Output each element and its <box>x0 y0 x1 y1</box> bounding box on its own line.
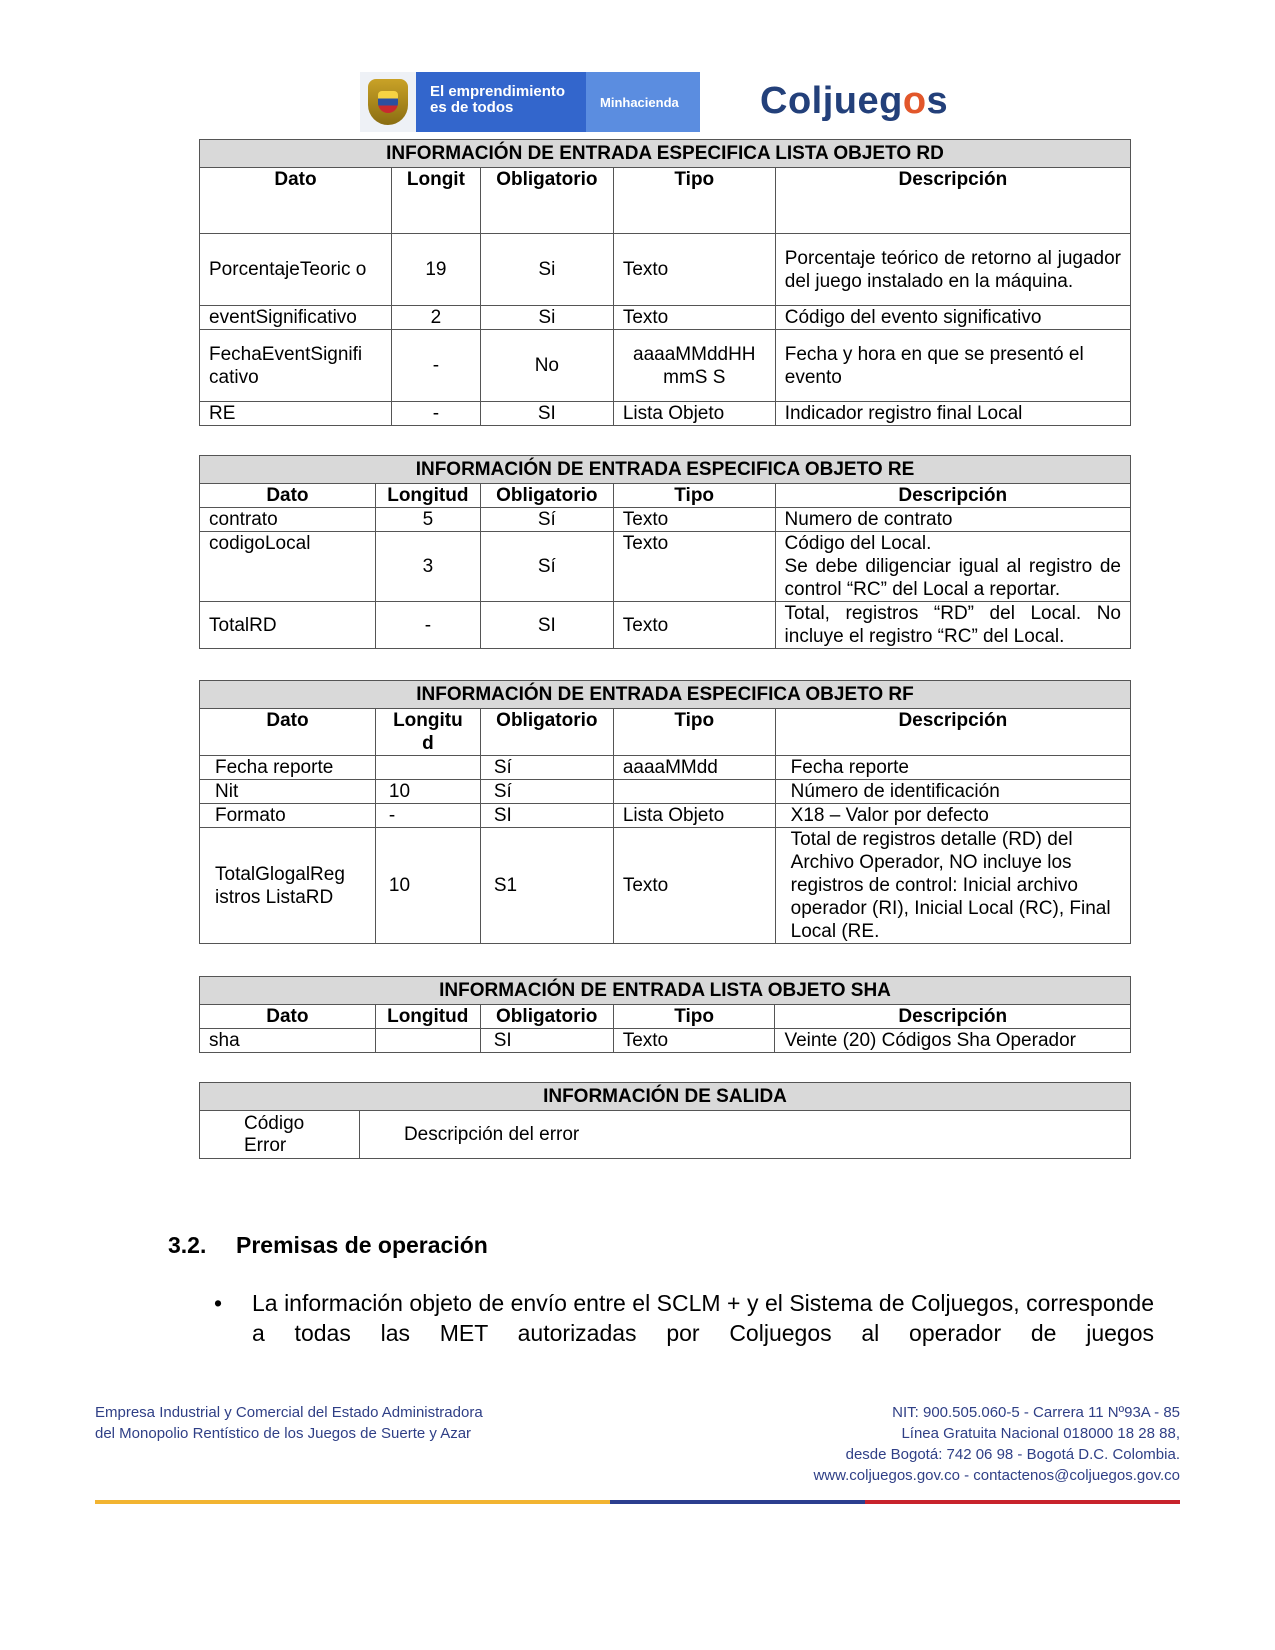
bullet-item <box>214 1288 1154 1348</box>
footer-line: www.coljuegos.gov.co - contactenos@coljuegos.gov.co <box>813 1467 1180 1484</box>
footer-line: Empresa Industrial y Comercial del Estado Administradora <box>95 1404 483 1421</box>
cell-descripcion: Veinte (20) Códigos Sha Operador <box>775 1029 1131 1053</box>
column-header: Longit <box>391 168 480 234</box>
cell-obligatorio: SI <box>480 804 613 828</box>
cell-descripcion <box>775 532 1130 602</box>
table-row <box>200 828 1131 944</box>
slogan-line-2: es de todos <box>430 99 514 116</box>
table-row <box>200 234 1131 306</box>
table-row <box>200 402 1131 426</box>
cell-tipo: Texto <box>613 1029 775 1053</box>
brand-accent: o <box>902 80 927 122</box>
table-row <box>200 330 1131 402</box>
description-line: Código del Local. <box>784 533 932 554</box>
footer-color-bar <box>95 1500 1180 1504</box>
column-header: Tipo <box>613 484 775 508</box>
cell-tipo: aaaaMMdd <box>613 756 775 780</box>
cell-longitud: - <box>375 804 480 828</box>
cell-descripcion: Fecha reporte <box>775 756 1130 780</box>
table-re <box>199 455 1131 649</box>
cell-tipo: Texto <box>613 602 775 649</box>
footer-line: NIT: 900.505.060-5 - Carrera 11 Nº93A - 85 <box>892 1404 1180 1421</box>
column-header: Dato <box>200 484 376 508</box>
table-rd <box>199 139 1131 426</box>
cell-dato: Fecha reporte <box>200 756 376 780</box>
cell-obligatorio: Si <box>480 234 613 306</box>
column-header: Longitu d <box>375 709 480 756</box>
column-header: Obligatorio <box>480 709 613 756</box>
section-title: Premisas de operación <box>236 1232 488 1258</box>
column-header: Descripción <box>775 709 1130 756</box>
brand-end: s <box>926 80 949 122</box>
cell-descripcion-error: Descripción del error <box>359 1111 1130 1159</box>
table-title: INFORMACIÓN DE ENTRADA ESPECIFICA LISTA OBJETO RD <box>200 140 1131 168</box>
bar-segment-red <box>865 1500 1180 1504</box>
cell-descripcion: Número de identificación <box>775 780 1130 804</box>
cell-descripcion: Numero de contrato <box>775 508 1130 532</box>
cell-tipo: Texto <box>613 828 775 944</box>
column-header: Descripción <box>775 484 1130 508</box>
cell-tipo: Lista Objeto <box>613 804 775 828</box>
table-rf <box>199 680 1131 944</box>
cell-descripcion: Total, registros “RD” del Local. No incluye el registro “RC” del Local. <box>775 602 1130 649</box>
column-header: Dato <box>200 1005 376 1029</box>
cell-dato: Formato <box>200 804 376 828</box>
cell-tipo: Texto <box>613 508 775 532</box>
cell-tipo: Texto <box>613 532 775 602</box>
cell-dato: PorcentajeTeoric o <box>200 234 392 306</box>
cell-descripcion: Total de registros detalle (RD) del Archivo Operador, NO incluye los registros de control: Inicial archivo operador (RI), Inicial Local (RC), Final Local (RE. <box>775 828 1130 944</box>
cell-longitud: 10 <box>375 780 480 804</box>
page-header <box>360 72 960 132</box>
cell-longitud: 2 <box>391 306 480 330</box>
table-row <box>200 508 1131 532</box>
section-number: 3.2. <box>168 1232 207 1258</box>
cell-longitud: - <box>391 402 480 426</box>
cell-dato: codigoLocal <box>200 532 376 602</box>
cell-tipo: Texto <box>613 306 775 330</box>
column-header: Obligatorio <box>480 484 613 508</box>
slogan <box>416 72 586 132</box>
table-title: INFORMACIÓN DE ENTRADA ESPECIFICA OBJETO RE <box>200 456 1131 484</box>
column-header: Obligatorio <box>480 1005 613 1029</box>
column-header: Tipo <box>613 709 775 756</box>
bar-segment-blue <box>610 1500 865 1504</box>
cell-obligatorio: SI <box>480 1029 613 1053</box>
ministry-label: Minhacienda <box>586 72 700 132</box>
bar-segment-yellow <box>95 1500 610 1504</box>
cell-dato: FechaEventSignifi cativo <box>200 330 392 402</box>
column-header: Longitud <box>375 484 480 508</box>
cell-obligatorio: Sí <box>480 508 613 532</box>
brand-text: Coljueg <box>760 80 903 122</box>
cell-longitud: 10 <box>375 828 480 944</box>
cell-obligatorio: SI <box>480 602 613 649</box>
cell-tipo: Texto <box>613 234 775 306</box>
cell-longitud <box>375 1029 480 1053</box>
cell-descripcion: Porcentaje teórico de retorno al jugador del juego instalado en la máquina. <box>775 234 1130 306</box>
table-row <box>200 306 1131 330</box>
cell-codigo-error: Código Error <box>200 1111 360 1159</box>
table-row <box>200 780 1131 804</box>
cell-obligatorio: No <box>480 330 613 402</box>
table-row <box>200 1111 1131 1159</box>
table-salida <box>199 1082 1131 1159</box>
cell-longitud: - <box>375 602 480 649</box>
bullet-text: La información objeto de envío entre el SCLM + y el Sistema de Coljuegos, corresponde a todas las MET autorizadas por Coljuegos al operador de juegos <box>252 1290 1154 1346</box>
table-row <box>200 602 1131 649</box>
cell-dato: eventSignificativo <box>200 306 392 330</box>
table-row <box>200 756 1131 780</box>
slogan-line-1: El emprendimiento <box>430 83 566 100</box>
column-header: Tipo <box>613 1005 775 1029</box>
cell-descripcion: X18 – Valor por defecto <box>775 804 1130 828</box>
column-header: Tipo <box>613 168 775 234</box>
column-header: Descripción <box>775 1005 1131 1029</box>
bullet-icon: • <box>214 1290 223 1316</box>
cell-descripcion: Código del evento significativo <box>775 306 1130 330</box>
cell-obligatorio: Si <box>480 306 613 330</box>
cell-descripcion: Fecha y hora en que se presentó el evento <box>775 330 1130 402</box>
description-line: Se debe diligenciar igual al registro de control “RC” del Local a reportar. <box>784 556 1121 600</box>
cell-obligatorio: Sí <box>480 780 613 804</box>
coat-of-arms-icon <box>360 72 416 132</box>
government-badge <box>360 72 700 132</box>
section-heading <box>168 1232 488 1259</box>
cell-obligatorio: Sí <box>480 756 613 780</box>
cell-tipo <box>613 780 775 804</box>
cell-dato: TotalGlogalReg istros ListaRD <box>200 828 376 944</box>
coljuegos-logo <box>760 80 948 123</box>
cell-longitud: 5 <box>375 508 480 532</box>
cell-longitud <box>375 756 480 780</box>
cell-longitud: 3 <box>375 532 480 602</box>
footer-line: desde Bogotá: 742 06 98 - Bogotá D.C. Colombia. <box>845 1446 1180 1463</box>
footer-line: Línea Gratuita Nacional 018000 18 28 88, <box>901 1425 1180 1442</box>
table-sha <box>199 976 1131 1053</box>
cell-tipo: Lista Objeto <box>613 402 775 426</box>
column-header: Dato <box>200 709 376 756</box>
table-row <box>200 1029 1131 1053</box>
cell-dato: Nit <box>200 780 376 804</box>
table-title: INFORMACIÓN DE ENTRADA LISTA OBJETO SHA <box>200 977 1131 1005</box>
cell-obligatorio: S1 <box>480 828 613 944</box>
cell-longitud: 19 <box>391 234 480 306</box>
table-row <box>200 804 1131 828</box>
cell-dato: contrato <box>200 508 376 532</box>
cell-obligatorio: SI <box>480 402 613 426</box>
table-title: INFORMACIÓN DE SALIDA <box>200 1083 1131 1111</box>
cell-dato: TotalRD <box>200 602 376 649</box>
column-header: Descripción <box>775 168 1130 234</box>
table-row <box>200 532 1131 602</box>
cell-obligatorio: Sí <box>480 532 613 602</box>
cell-dato: RE <box>200 402 392 426</box>
column-header: Obligatorio <box>480 168 613 234</box>
cell-tipo: aaaaMMddHH mmS S <box>613 330 775 402</box>
table-title: INFORMACIÓN DE ENTRADA ESPECIFICA OBJETO RF <box>200 681 1131 709</box>
column-header: Dato <box>200 168 392 234</box>
footer-contact <box>813 1402 1180 1486</box>
cell-descripcion: Indicador registro final Local <box>775 402 1130 426</box>
cell-dato: sha <box>200 1029 376 1053</box>
footer-line: del Monopolio Rentístico de los Juegos de Suerte y Azar <box>95 1425 472 1442</box>
column-header: Longitud <box>375 1005 480 1029</box>
cell-longitud: - <box>391 330 480 402</box>
footer-company <box>95 1402 483 1444</box>
